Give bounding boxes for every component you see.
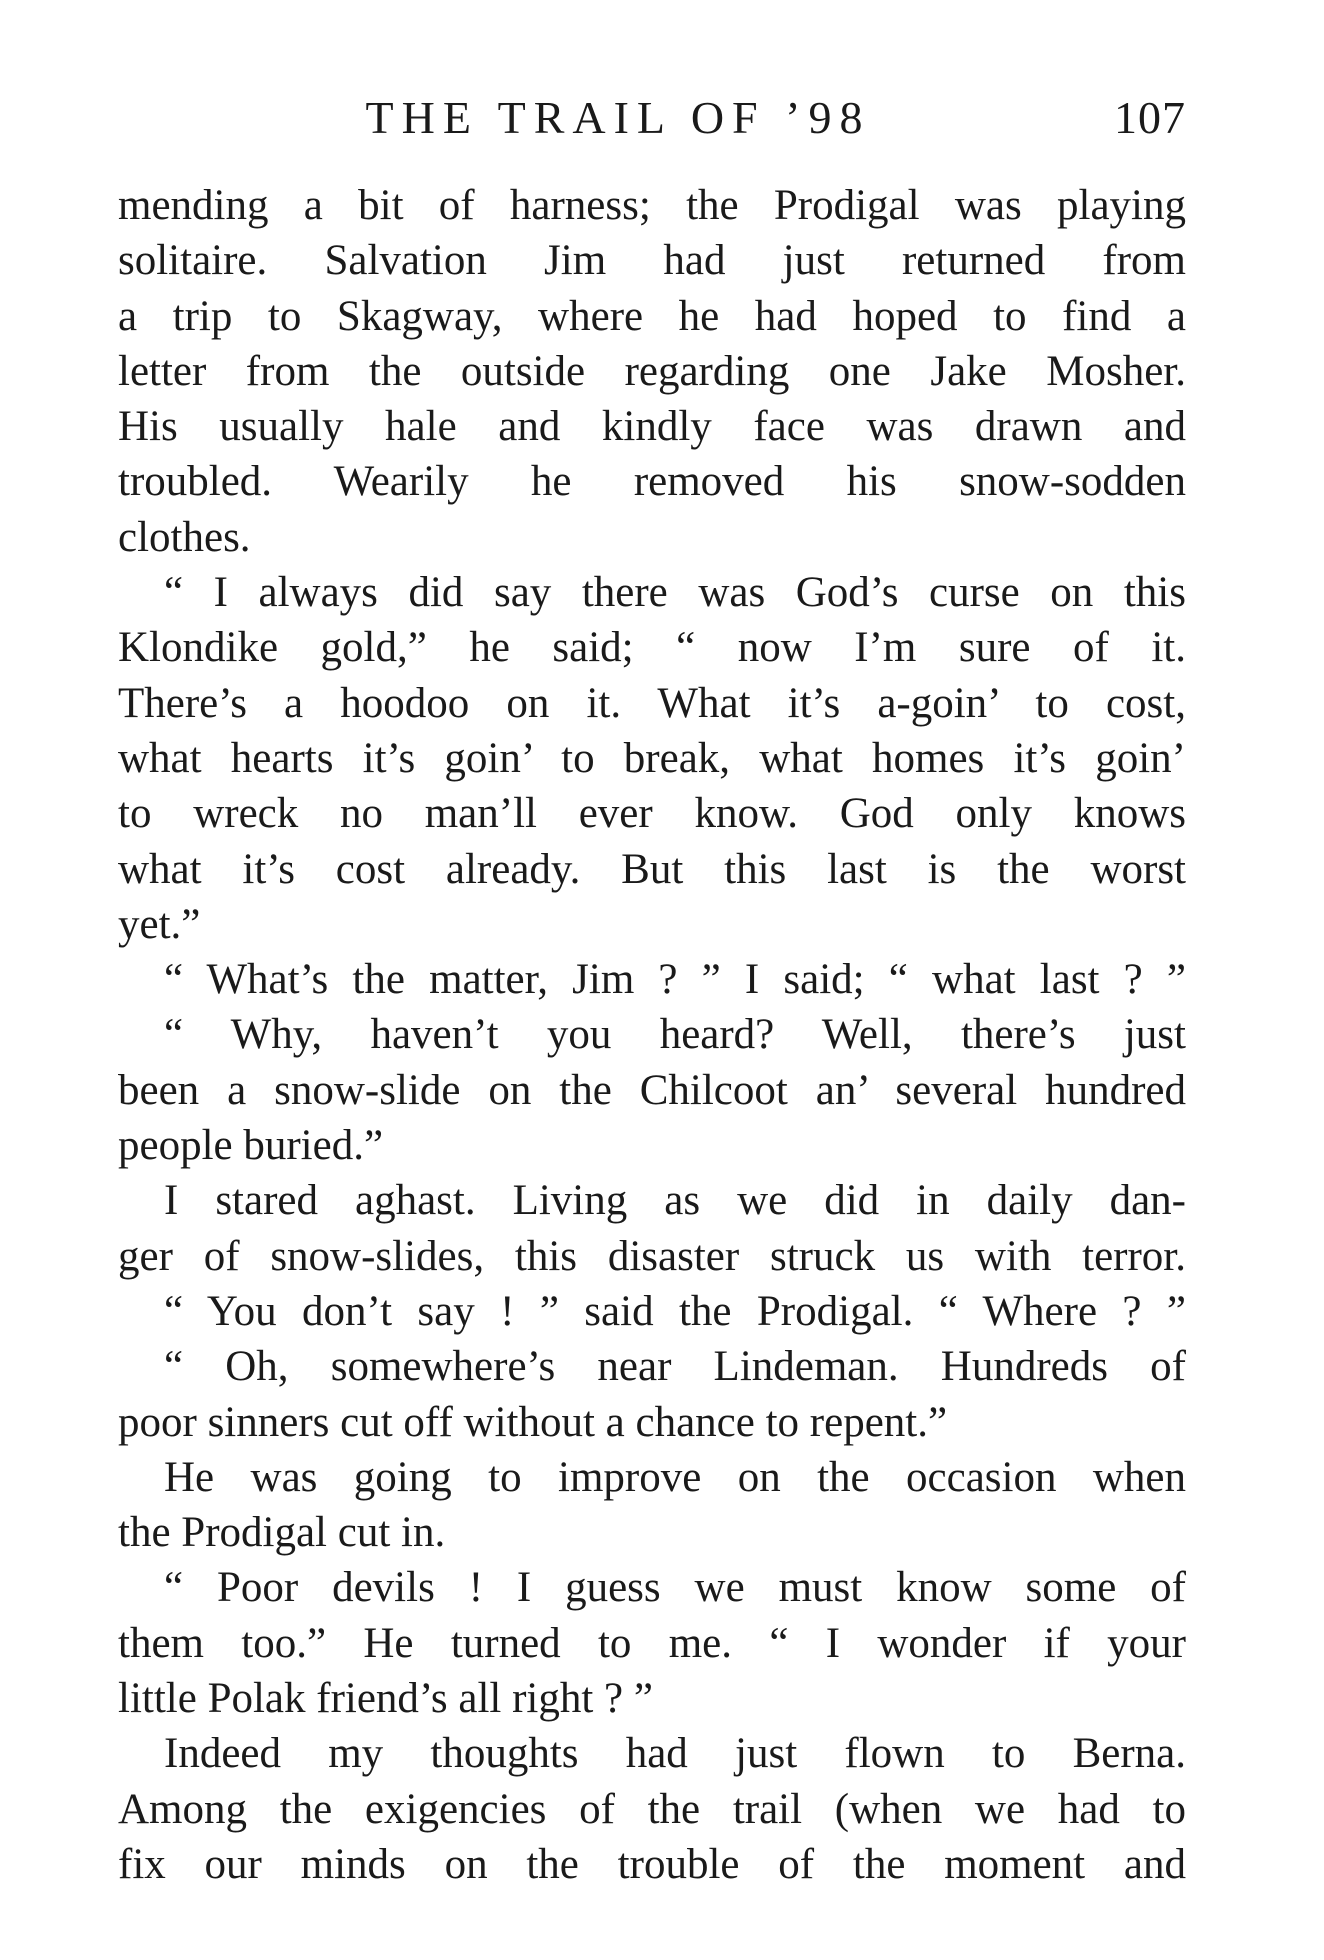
text-line: His usually hale and kindly face was drawn and <box>118 403 1186 451</box>
text-line: been a snow-slide on the Chilcoot an’ several hundred <box>118 1066 1186 1114</box>
text-line: poor sinners cut off without a chance to repent.” <box>118 1398 948 1446</box>
text-line: people buried.” <box>118 1122 384 1170</box>
text-line: a trip to Skagway, where he had hoped to find a <box>118 292 1186 340</box>
text-line: Among the exigencies of the trail (when we had to <box>118 1785 1186 1833</box>
page-body-text <box>118 178 1186 1892</box>
text-line: “ Poor devils ! I guess we must know some of <box>164 1564 1186 1612</box>
text-line: mending a bit of harness; the Prodigal was playing <box>118 182 1186 229</box>
page-number: 107 <box>1114 92 1186 143</box>
text-line: There’s a hoodoo on it. What it’s a-goin’ to cost, <box>118 679 1186 727</box>
text-line: clothes. <box>118 513 251 561</box>
text-line: “ You don’t say ! ” said the Prodigal. “ Where ? ” <box>164 1287 1186 1335</box>
text-line: the Prodigal cut in. <box>118 1509 446 1557</box>
running-head <box>118 88 1186 148</box>
text-line: ger of snow-slides, this disaster struck us with terror. <box>118 1232 1186 1280</box>
text-line: troubled. Wearily he removed his snow-sodden <box>118 458 1186 506</box>
text-line: “ Why, haven’t you heard? Well, there’s just <box>164 1011 1186 1059</box>
text-line: Klondike gold,” he said; “ now I’m sure of it. <box>118 624 1186 672</box>
text-line: what it’s cost already. But this last is the worst <box>118 845 1186 893</box>
text-line: little Polak friend’s all right ? ” <box>118 1675 653 1723</box>
text-line: He was going to improve on the occasion when <box>164 1453 1186 1501</box>
text-line: “ Oh, somewhere’s near Lindeman. Hundreds of <box>164 1343 1186 1391</box>
text-line: fix our minds on the trouble of the moment and <box>118 1840 1186 1888</box>
text-line: letter from the outside regarding one Jake Mosher. <box>118 347 1186 395</box>
text-line: Indeed my thoughts had just flown to Berna. <box>164 1730 1186 1778</box>
text-line: to wreck no man’ll ever know. God only knows <box>118 790 1186 838</box>
text-line: them too.” He turned to me. “ I wonder if your <box>118 1619 1186 1667</box>
running-title: THE TRAIL OF ’98 <box>365 92 871 143</box>
text-line: I stared aghast. Living as we did in daily dan- <box>164 1177 1186 1225</box>
text-line: “ What’s the matter, Jim ? ” I said; “ what last ? ” <box>164 956 1186 1004</box>
text-line: yet.” <box>118 900 201 948</box>
text-line: solitaire. Salvation Jim had just returned from <box>118 237 1186 285</box>
text-line: what hearts it’s goin’ to break, what homes it’s goin’ <box>118 734 1186 782</box>
text-line: “ I always did say there was God’s curse on this <box>164 569 1186 617</box>
